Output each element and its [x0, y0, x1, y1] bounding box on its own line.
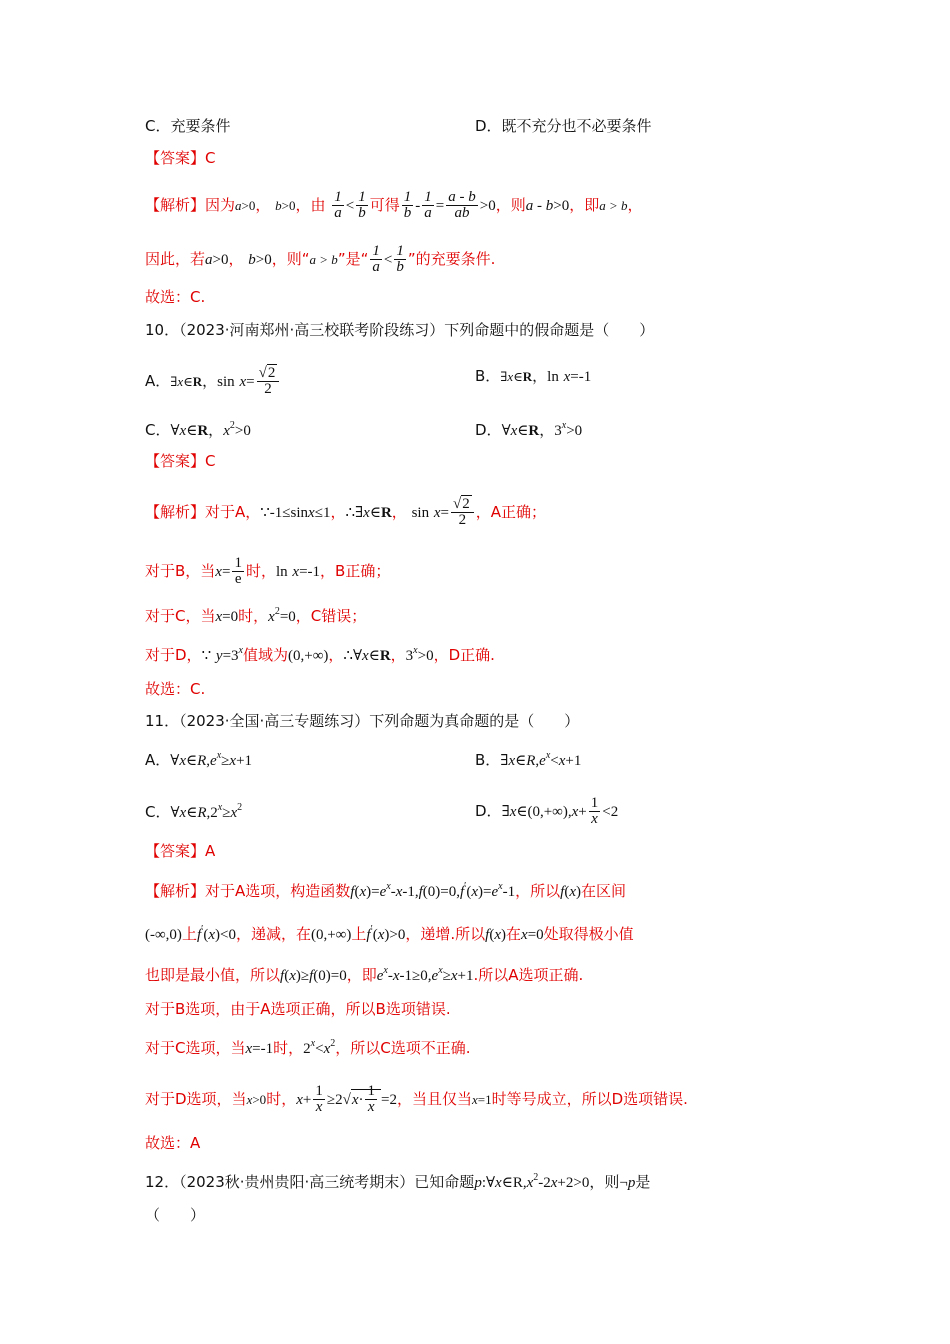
q10-option-a: A．∃x∈R，sin x= $\frac{√2}{2}$ [145, 366, 281, 397]
q10-analysis-d: 对于D，∵ $y=3^x$值域为(0,+∞)，∴∀x∈R，$3^x>0$，D正确. [145, 645, 495, 664]
q10-option-b: B．∃x∈R，ln x=-1 [475, 367, 592, 385]
q10-answer: 【答案】C [145, 452, 216, 470]
q11-option-c: C．$\forall x\in R,2^x\ge x^2$ [145, 802, 243, 821]
q9-option-d: D．既不充分也不必要条件 [475, 117, 652, 135]
q11-analysis-l4: 对于B选项，由于A选项正确，所以B选项错误. [145, 1000, 451, 1018]
q9-analysis-line2: 因此，若a>0， b>0，则“a > b”是“ $\frac{1}{a}$ < $\frac{1}{b}$ ”的充要条件. [145, 243, 496, 275]
q11-analysis-l1: 【解析】对于A选项，构造函数$f(x)=e^x-x-1,f(0)=0,f'(x)=e^x-1$，所以f(x)在区间 [145, 881, 626, 900]
q9-analysis-line1: 【解析】因为a>0， b>0，由 $\frac{1}{a}$ < $\frac{1}{b}$ 可得 $\frac{1}{b}$ - $\frac{1}{a}$ = $\frac{a - b}{ab}$ >0，则a - b>0，即a > b， [145, 189, 643, 221]
q10-conclusion: 故选：C. [145, 680, 206, 698]
q12-stem: 12．（2023秋·贵州贵阳·高三统考期末）已知命题$p:\forall x\in R,x^2-2x+2>0$，则¬p是 [145, 1172, 651, 1191]
q11-option-d: D．∃x∈(0,+∞),x+ $\frac{1}{x}$ <2 [475, 795, 619, 827]
q10-option-c: C．∀x∈R，$x^2>0$ [145, 420, 251, 439]
q9-option-c: C．充要条件 [145, 117, 231, 135]
q11-analysis-l3: 也即是最小值，所以f(x)≥f(0)=0，即$e^x-x-1\ge 0,e^x\ge x+1$.所以A选项正确. [145, 965, 584, 984]
q10-analysis-c: 对于C，当x=0时，$x^2=0$，C错误； [145, 606, 367, 625]
q11-analysis-l5: 对于C选项，当x=-1时，$2^x<x^2$，所以C选项不正确. [145, 1038, 471, 1057]
q10-option-d: D．∀x∈R，$3^x>0$ [475, 420, 583, 439]
q12-paren: （ ） [145, 1206, 206, 1224]
q9-conclusion: 故选：C. [145, 288, 206, 306]
q10-analysis-a: 【解析】对于A，∵-1≤sinx≤1，∴∃x∈R， sin x= $\frac{√2}{2}$ ，A正确； [145, 496, 547, 528]
q10-stem: 10．（2023·河南郑州·高三校联考阶段练习）下列命题中的假命题是（ ） [145, 321, 655, 339]
q11-option-b: B．$\exists x\in R,e^x<x+1$ [475, 750, 582, 769]
q11-conclusion: 故选：A [145, 1134, 201, 1152]
q11-answer: 【答案】A [145, 842, 216, 860]
q11-analysis-l6: 对于D选项，当x>0时，x+ $\frac{1}{x}$ ≥2√x· $\frac{1}{x}$ =2，当且仅当x=1时等号成立，所以D选项错误. [145, 1083, 688, 1115]
q11-stem: 11．（2023·全国·高三专题练习）下列命题为真命题的是（ ） [145, 712, 580, 730]
q11-analysis-l2: (-∞,0)上f′(x)<0，递减，在(0,+∞)上f′(x)>0，递增.所以f(x)在x=0处取得极小值 [145, 924, 634, 943]
q11-option-a: A．$\forall x\in R,e^x\ge x+1$ [145, 750, 253, 769]
q9-answer: 【答案】C [145, 149, 216, 167]
q10-analysis-b: 对于B，当x= $\frac{1}{e}$ 时，ln x=-1，B正确； [145, 555, 391, 587]
